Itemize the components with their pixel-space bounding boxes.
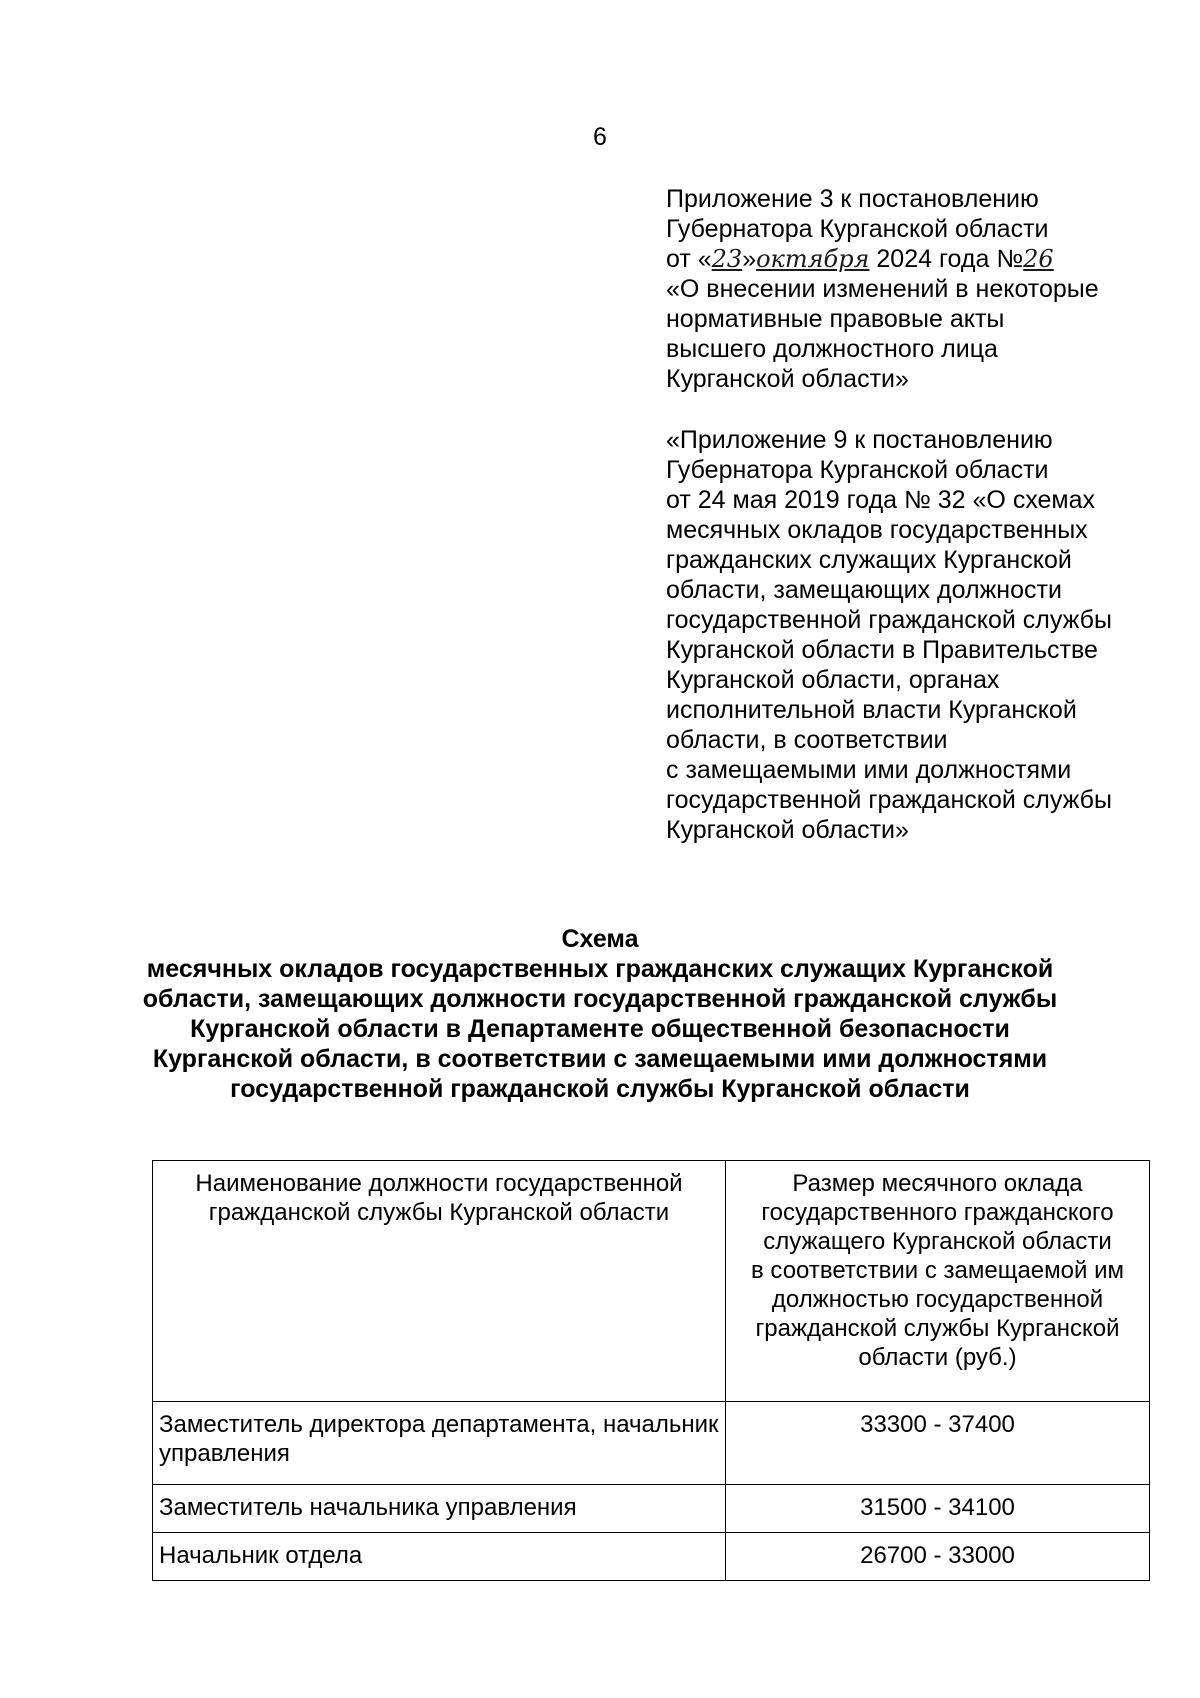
appendix-9-line: Губернатора Курганской области	[666, 456, 1049, 484]
appendix-9-line: государственной гражданской службы	[666, 606, 1112, 634]
appendix-3-header	[666, 184, 1166, 394]
handwritten-day: 23	[711, 245, 743, 273]
scheme-title	[0, 924, 1200, 1104]
header-salary-line: государственного гражданского	[761, 1199, 1114, 1226]
scheme-title-line: месячных окладов государственных гражданских служащих Курганской	[146, 955, 1054, 983]
appendix-9-line: области, в соответствии	[666, 726, 948, 754]
appendix-9-line: Курганской области»	[666, 816, 909, 844]
header-salary-line: должностью государственной	[771, 1286, 1104, 1313]
header-salary-line: служащего Курганской области	[763, 1228, 1112, 1255]
header-salary-line: в соответствии с замещаемой им	[751, 1257, 1124, 1284]
appendix-3-date-line	[666, 244, 1166, 274]
handwritten-month: октября	[756, 245, 870, 273]
appendix-9-line: области, замещающих должности	[666, 576, 1062, 604]
position-cell: Начальник отдела	[153, 1533, 726, 1581]
header-salary-line: Размер месячного оклада	[792, 1170, 1083, 1197]
date-year: 2024 года №	[876, 245, 1024, 273]
table-row	[153, 1402, 1150, 1485]
appendix-3-line: высшего должностного лица	[666, 335, 998, 363]
table-row	[153, 1533, 1150, 1581]
salary-cell: 33300 - 37400	[726, 1402, 1150, 1485]
header-position: Наименование должности государственной гражданской службы Курганской области	[153, 1161, 726, 1402]
table-row	[153, 1485, 1150, 1533]
appendix-9-line: месячных окладов государственных	[666, 516, 1088, 544]
appendix-3-line: нормативные правовые акты	[666, 305, 1005, 333]
appendix-3-line: Приложение 3 к постановлению	[666, 185, 1039, 213]
scheme-title-line: государственной гражданской службы Курганской области	[230, 1075, 970, 1103]
appendix-9-line: Курганской области, органах	[666, 666, 1000, 694]
scheme-title-line: Курганской области в Департаменте общественной безопасности	[190, 1015, 1010, 1043]
appendix-9-line: «Приложение 9 к постановлению	[666, 426, 1053, 454]
header-salary	[726, 1161, 1150, 1402]
position-cell: Заместитель директора департамента, начальник управления	[153, 1402, 726, 1485]
page-number: 6	[593, 123, 607, 151]
salary-cell: 26700 - 33000	[726, 1533, 1150, 1581]
scheme-title-line: Схема	[561, 925, 639, 953]
appendix-9-line: гражданских служащих Курганской	[666, 546, 1072, 574]
appendix-3-line: «О внесении изменений в некоторые	[666, 275, 1099, 303]
appendix-9-line: Курганской области в Правительстве	[666, 636, 1098, 664]
appendix-9-line: от 24 мая 2019 года № 32 «О схемах	[666, 486, 1096, 514]
salary-table	[152, 1160, 1150, 1581]
appendix-3-line: Губернатора Курганской области	[666, 215, 1049, 243]
position-cell: Заместитель начальника управления	[153, 1485, 726, 1533]
date-prefix: от «	[666, 245, 712, 273]
date-mid: »	[742, 245, 757, 273]
salary-cell: 31500 - 34100	[726, 1485, 1150, 1533]
header-salary-line: гражданской службы Курганской	[755, 1315, 1120, 1342]
appendix-9-header	[666, 425, 1166, 845]
scheme-title-line: Курганской области, в соответствии с замещаемыми ими должностями	[152, 1045, 1048, 1073]
appendix-9-line: исполнительной власти Курганской	[666, 696, 1077, 724]
appendix-9-line: государственной гражданской службы	[666, 786, 1112, 814]
scheme-title-line: области, замещающих должности государственной гражданской службы	[142, 985, 1058, 1013]
handwritten-doc-number: 26	[1023, 245, 1054, 273]
header-salary-line: области (руб.)	[858, 1344, 1017, 1371]
appendix-3-line: Курганской области»	[666, 365, 909, 393]
appendix-9-line: с замещаемыми ими должностями	[666, 756, 1072, 784]
table-header-row	[153, 1161, 1150, 1402]
